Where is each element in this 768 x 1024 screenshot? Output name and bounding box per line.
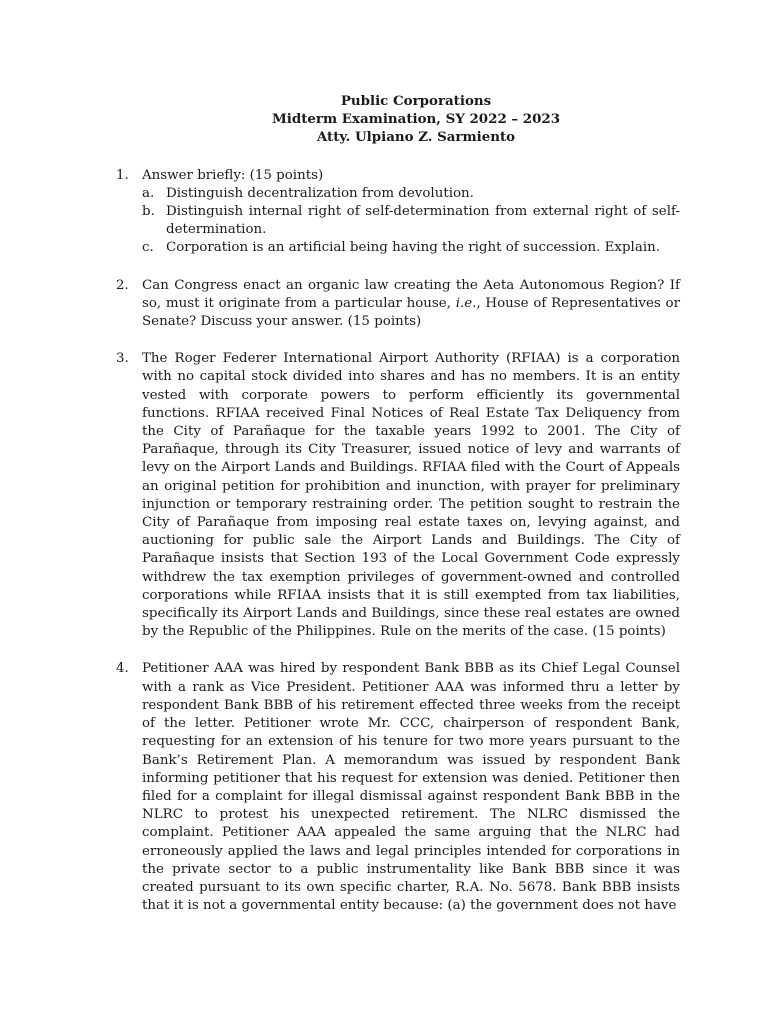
sub-question-text: Corporation is an artificial being having the right of succession. Explain. xyxy=(166,240,660,256)
question-list xyxy=(116,167,680,916)
sub-question-b xyxy=(142,203,680,239)
question-text: Petitioner AAA was hired by respondent Bank BBB as its Chief Legal Counsel with a rank as Vice President. Petitioner AAA was informed thru a letter by respondent Bank BBB of his retirement effected three weeks from the receipt of the letter. Petitioner wrote Mr. CCC, chairperson of respondent Bank, requesting for an extension of his tenure for two more years pursuant to the Bank’s Retirement Plan. A memorandum was issued by respondent Bank informing petitioner that his request for extension was denied. Petitioner then filed for a complaint for illegal dismissal against respondent Bank BBB in the NLRC to protest his unexpected retirement. The NLRC dismissed the complaint. Petitioner AAA appealed the same arguing that the NLRC had erroneously applied the laws and legal principles intended for corporations in the private sector to a public instrumentality like Bank BBB since it was created pursuant to its own specific charter, R.A. No. 5678. Bank BBB insists that it is not a governmental entity because: (a) the government does not have xyxy=(142,661,680,914)
question-text-cont: , House of Representatives or Senate? Discuss your answer. (15 points) xyxy=(142,295,680,330)
sub-question-text: Distinguish internal right of self-determination from external right of self-determination. xyxy=(166,204,680,238)
instructor-name: Atty. Ulpiano Z. Sarmiento xyxy=(316,129,516,146)
sub-question-letter: c. xyxy=(142,240,154,256)
question-number: 2. xyxy=(116,277,129,293)
question-text: Can Congress enact an organic law creating the Aeta Autonomous Region? If so, must it originate from a particular house, xyxy=(142,277,680,311)
question-text: Answer briefly: (15 points) xyxy=(142,167,324,183)
sub-question-list xyxy=(142,185,680,258)
sub-question-letter: b. xyxy=(142,204,155,220)
question-number: 1. xyxy=(116,167,129,183)
question-text-italic: i.e. xyxy=(455,295,477,311)
question-3 xyxy=(116,350,680,641)
question-text: The Roger Federer International Airport Authority (RFIAA) is a corporation with no capital stock divided into shares and has no members. It is an entity vested with corporate powers to perform efficiently its governmental functions. RFIAA received Final Notices of Real Estate Tax Deliquency from the City of Parañaque for the taxable years 1992 to 2001. The City of Parañaque, through its City Treasurer, issued notice of levy and warrants of levy on the Airport Lands and Buildings. RFIAA filed with the Court of Appeals an original petition for prohibition and inunction, with prayer for preliminary injunction or temporary restraining order. The petition sought to restrain the City of Parañaque from imposing real estate taxes on, levying against, and auctioning for public sale the Airport Lands and Buildings. The City of Parañaque insists that Section 193 of the Local Government Code expressly withdrew the tax exemption privileges of government-owned and controlled corporations while RFIAA insists that it is still exempted from tax liabilities, specifically its Airport Lands and Buildings, since these real estates are owned by the Republic of the Philippines. Rule on the merits of the case. (15 points) xyxy=(142,351,680,640)
sub-question-text: Distinguish decentralization from devolution. xyxy=(166,185,474,201)
question-1 xyxy=(116,167,680,258)
question-number: 4. xyxy=(116,661,129,677)
sub-question-a xyxy=(142,185,680,203)
question-4 xyxy=(116,660,680,915)
sub-question-letter: a. xyxy=(142,185,155,201)
exam-title: Midterm Examination, SY 2022 – 2023 xyxy=(271,111,561,128)
question-number: 3. xyxy=(116,351,129,367)
course-title: Public Corporations xyxy=(340,93,492,109)
question-2 xyxy=(116,277,680,332)
sub-question-c xyxy=(142,239,680,257)
exam-header xyxy=(116,92,680,147)
